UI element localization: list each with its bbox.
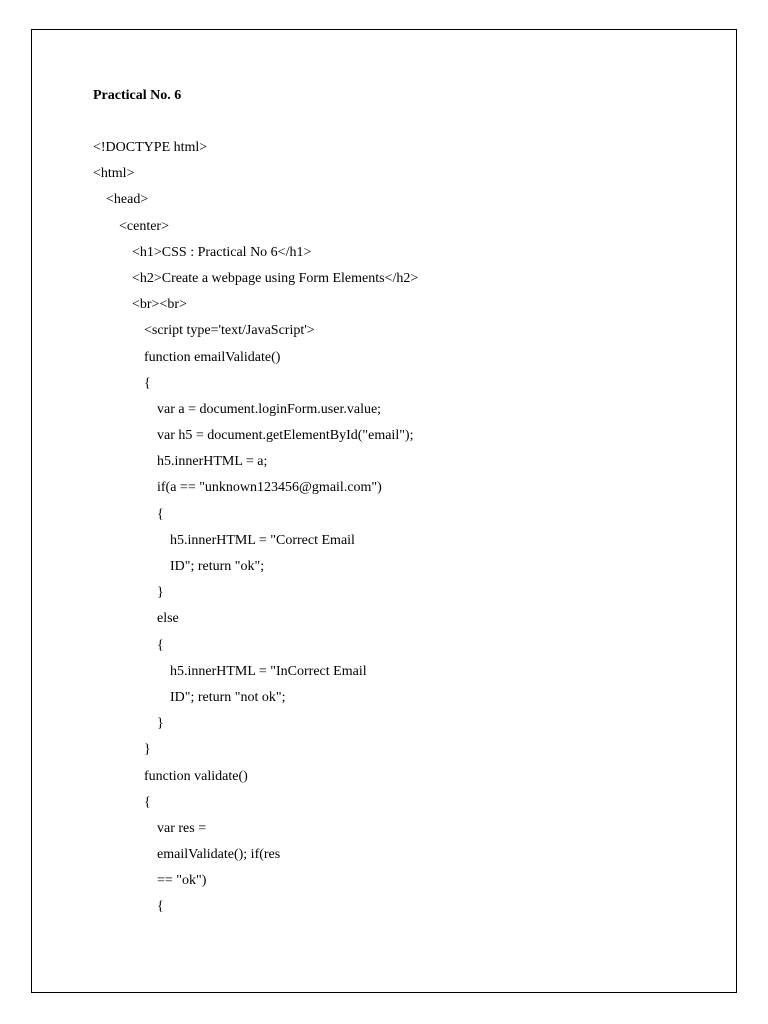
code-line: h5.innerHTML = "InCorrect Email bbox=[170, 663, 367, 679]
code-line: ID"; return "ok"; bbox=[170, 559, 265, 574]
code-line: <!DOCTYPE html> bbox=[93, 140, 208, 155]
code-line: <br><br> bbox=[132, 297, 187, 313]
code-line: h5.innerHTML = "Correct Email bbox=[170, 532, 355, 548]
code-line: <script type='text/JavaScript'> bbox=[144, 323, 315, 339]
code-line: <h1>CSS : Practical No 6</h1> bbox=[132, 244, 312, 260]
code-line: var a = document.loginForm.user.value; bbox=[157, 401, 382, 417]
code-line: <center> bbox=[119, 218, 169, 234]
code-line: { bbox=[144, 375, 151, 391]
code-line: { bbox=[157, 899, 164, 915]
code-line: { bbox=[157, 506, 164, 522]
code-line: ID"; return "not ok"; bbox=[170, 689, 286, 705]
code-line: h5.innerHTML = a; bbox=[157, 454, 268, 470]
document-content bbox=[93, 84, 713, 921]
code-line: { bbox=[157, 637, 164, 653]
code-line: <html> bbox=[93, 166, 135, 182]
code-line: function emailValidate() bbox=[144, 349, 281, 365]
code-line: else bbox=[157, 611, 179, 627]
code-line: <head> bbox=[106, 192, 149, 208]
code-listing bbox=[93, 135, 713, 921]
code-line: if(a == "unknown123456@gmail.com") bbox=[157, 480, 382, 496]
code-line: emailValidate(); if(res bbox=[157, 847, 281, 863]
code-line: var h5 = document.getElementById("email"); bbox=[157, 428, 414, 444]
code-line: == "ok") bbox=[157, 873, 207, 889]
code-line: function validate() bbox=[144, 768, 248, 784]
code-line: } bbox=[157, 716, 164, 732]
code-line: var res = bbox=[157, 820, 207, 836]
code-line: } bbox=[144, 742, 151, 758]
code-line: } bbox=[157, 585, 164, 601]
code-line: { bbox=[144, 794, 151, 810]
document-title: Practical No. 6 bbox=[93, 88, 182, 103]
code-line: <h2>Create a webpage using Form Elements</h2> bbox=[132, 270, 419, 286]
